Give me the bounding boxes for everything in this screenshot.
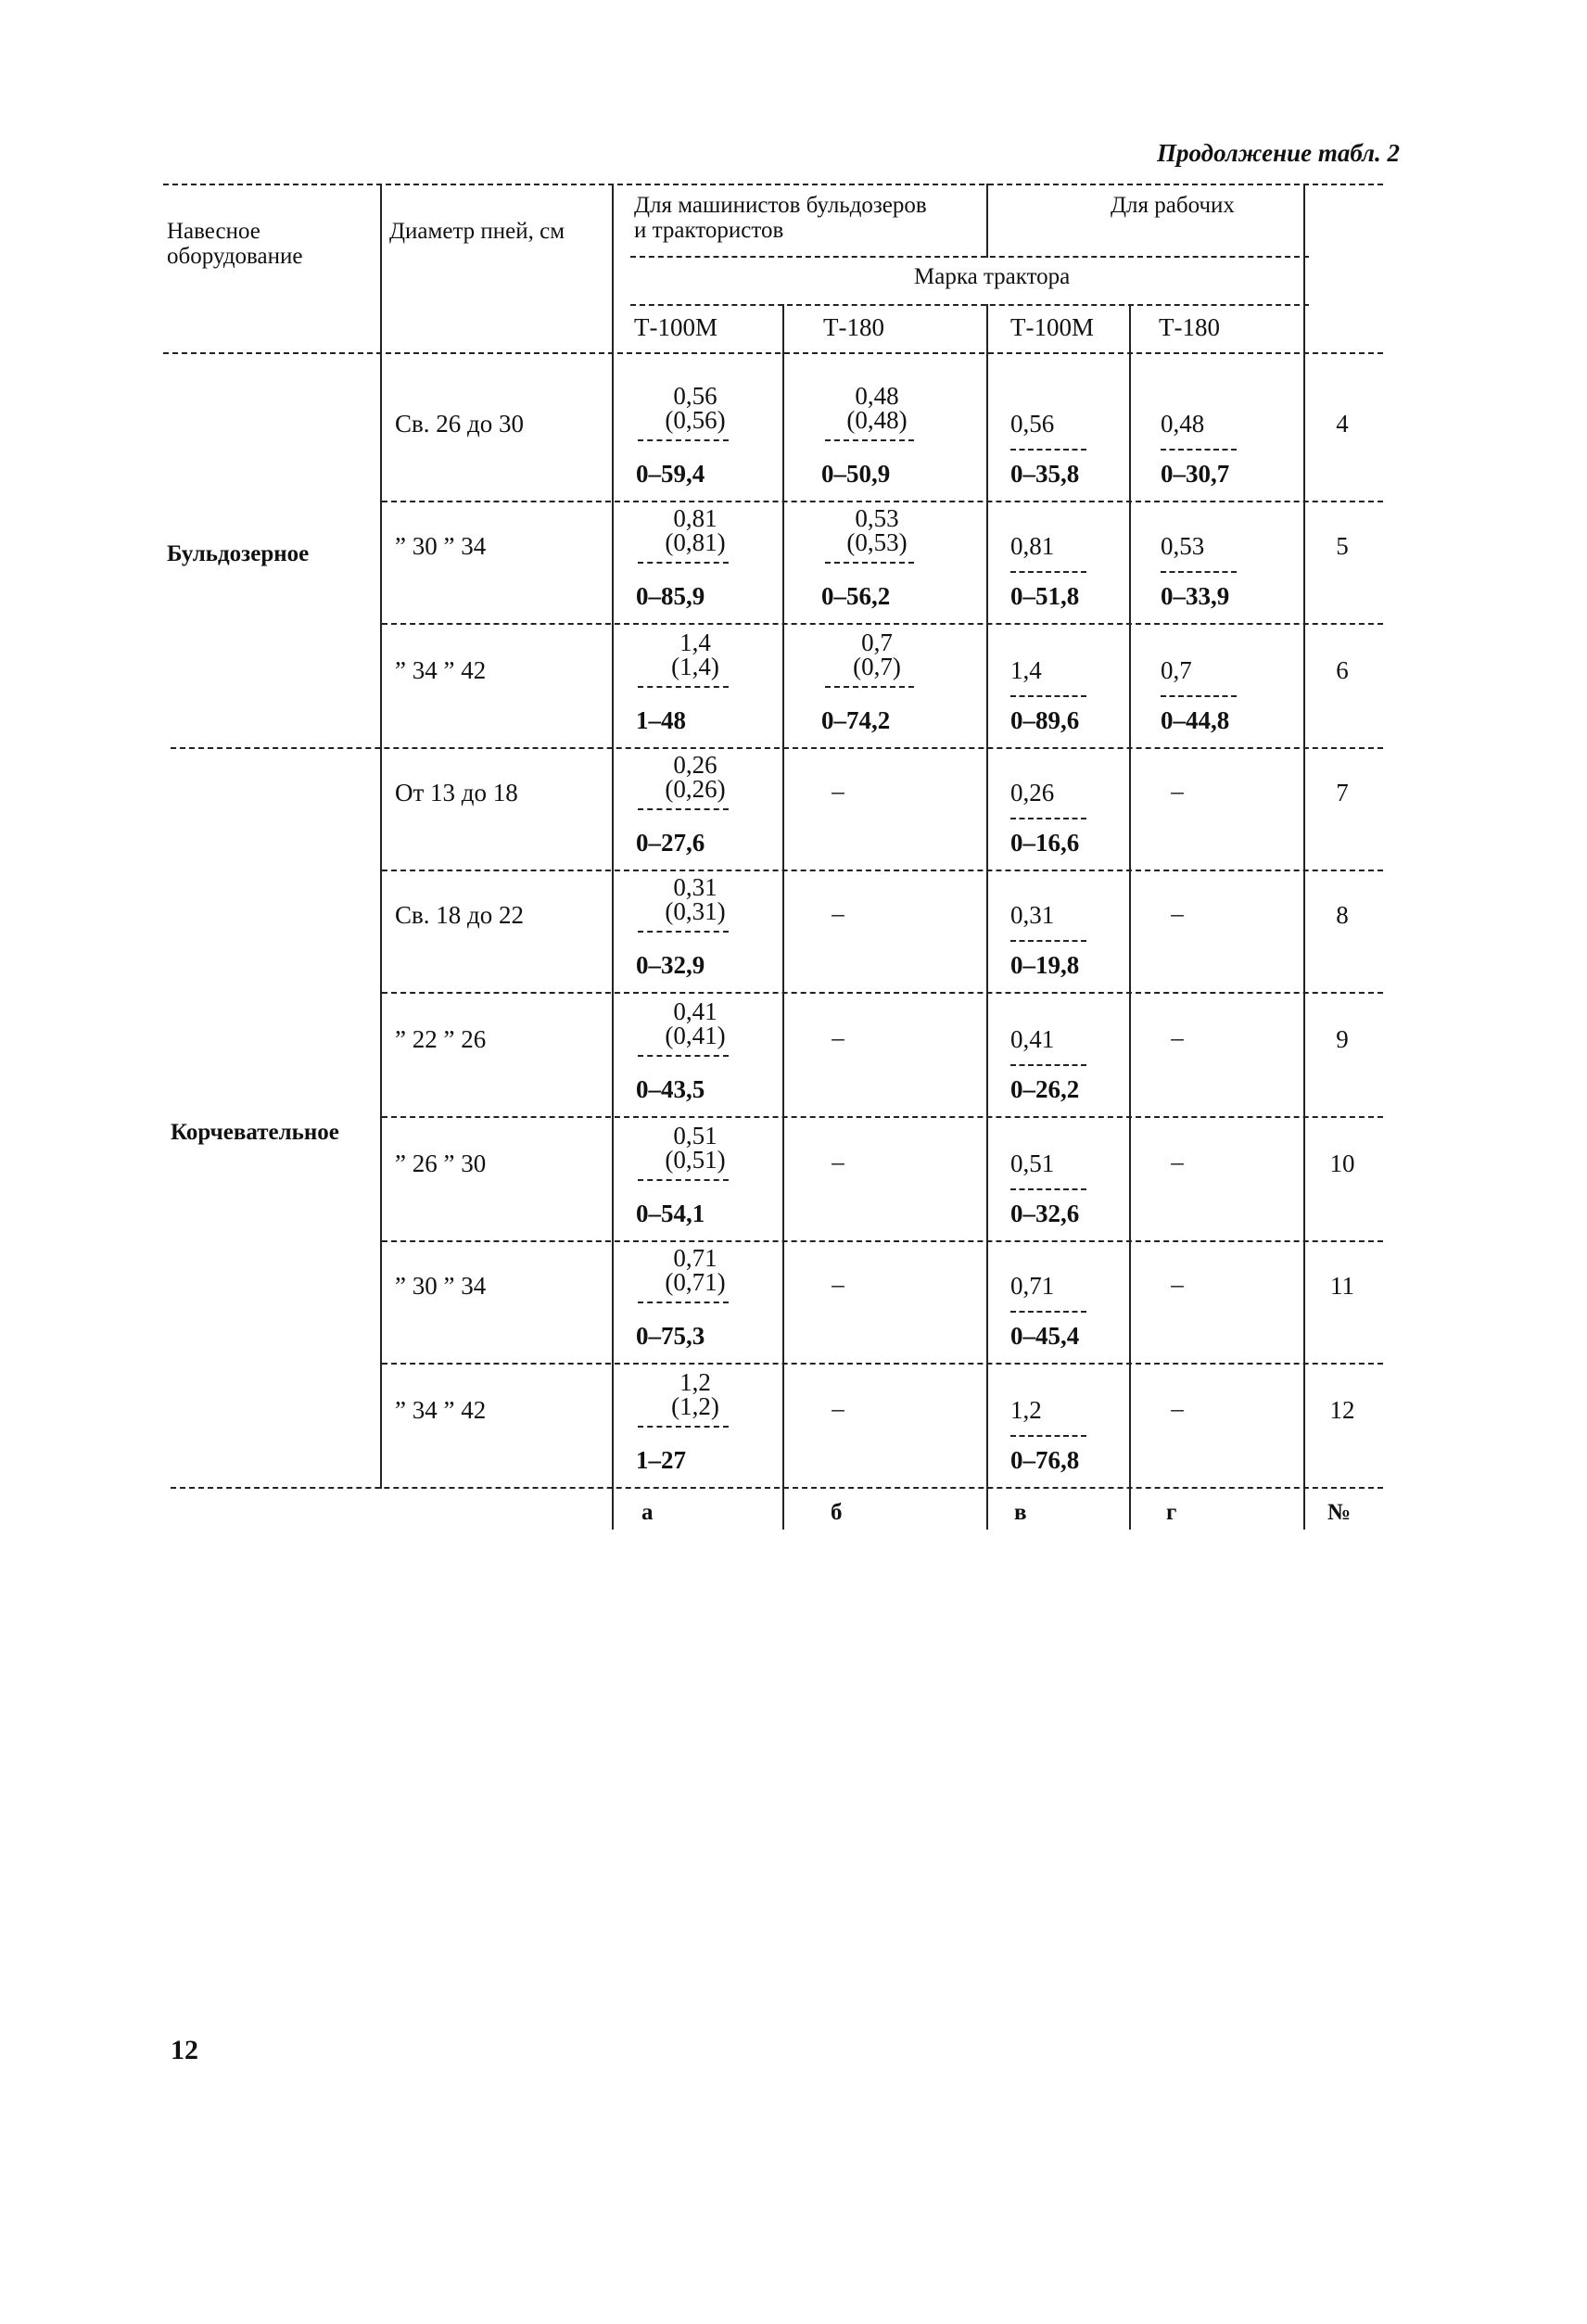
- rule-v-g: [1129, 304, 1131, 1530]
- row-number: 8: [1336, 901, 1349, 929]
- row-g-dash: –: [1171, 1270, 1184, 1298]
- row-a-divider: [638, 1179, 729, 1181]
- rule-cols-top: [630, 304, 1309, 306]
- row-a-mid: (0,56): [665, 406, 726, 434]
- row-b-dash: –: [832, 1270, 844, 1298]
- row-g-dash: –: [1171, 1394, 1184, 1422]
- row-number: 7: [1336, 779, 1349, 806]
- row-b-mid: (0,7): [853, 653, 901, 680]
- header-machinists: [634, 193, 927, 243]
- row-v-top: 0,26: [1010, 779, 1055, 806]
- row-b-dash: –: [832, 1148, 844, 1175]
- row-g-dash: –: [1171, 777, 1184, 805]
- header-equipment: [167, 219, 302, 269]
- row-diameter: ” 34 ” 42: [395, 1396, 487, 1424]
- row-a-divider: [638, 686, 729, 688]
- row-v-bottom: 0–32,6: [1010, 1200, 1080, 1227]
- rule-group: [171, 747, 1383, 749]
- row-a-mid: (0,51): [665, 1146, 726, 1174]
- row-v-top: 0,41: [1010, 1025, 1055, 1053]
- rule-v-no: [1303, 184, 1305, 1530]
- header-col-a: Т-100М: [634, 313, 717, 341]
- row-v-bottom: 0–51,8: [1010, 582, 1080, 610]
- row-a-mid: (1,4): [671, 653, 719, 680]
- row-b-dash: –: [832, 1394, 844, 1422]
- header-col-g: Т-180: [1159, 313, 1220, 341]
- row-a-top: 0,51: [673, 1122, 717, 1149]
- footer-col-b: б: [831, 1500, 843, 1525]
- row-v-top: 0,81: [1010, 532, 1055, 560]
- row-b-bottom: 0–56,2: [821, 582, 891, 610]
- row-b-dash: –: [832, 899, 844, 927]
- row-v-top: 0,31: [1010, 901, 1055, 929]
- rule-header-bottom: [163, 352, 1383, 354]
- header-machinists-line2: и трактористов: [634, 218, 784, 243]
- row-v-top: 1,4: [1010, 656, 1042, 684]
- row-g-top: 0,48: [1161, 410, 1205, 438]
- row-a-bottom: 1–48: [636, 706, 686, 734]
- row-a-divider: [638, 1055, 729, 1057]
- row-v-bottom: 0–45,4: [1010, 1322, 1080, 1350]
- row-a-top: 0,26: [673, 751, 717, 779]
- row-g-divider: [1161, 571, 1237, 573]
- rule-brand-top: [630, 256, 1309, 258]
- row-v-top: 0,71: [1010, 1272, 1055, 1300]
- row-diameter: ” 34 ” 42: [395, 656, 487, 684]
- row-a-top: 0,31: [673, 873, 717, 901]
- row-b-bottom: 0–50,9: [821, 460, 891, 488]
- row-v-bottom: 0–76,8: [1010, 1446, 1080, 1474]
- row-number: 6: [1336, 656, 1349, 684]
- header-col-b: Т-180: [823, 313, 884, 341]
- row-a-bottom: 0–59,4: [636, 460, 705, 488]
- row-diameter: Св. 26 до 30: [395, 410, 524, 438]
- rule-v-diam: [380, 184, 382, 1489]
- row-a-divider: [638, 808, 729, 810]
- row-a-mid: (1,2): [671, 1392, 719, 1420]
- row-number: 12: [1329, 1396, 1355, 1424]
- table-continuation-caption: Продолжение табл. 2: [1157, 139, 1400, 167]
- footer-col-g: г: [1166, 1500, 1177, 1525]
- row-diameter: ” 26 ” 30: [395, 1149, 487, 1177]
- row-v-divider: [1010, 1311, 1086, 1313]
- row-a-bottom: 0–43,5: [636, 1075, 705, 1103]
- rule-row-5: [382, 623, 1383, 625]
- row-g-bottom: 0–30,7: [1161, 460, 1230, 488]
- row-g-top: 0,53: [1161, 532, 1205, 560]
- row-g-dash: –: [1171, 899, 1184, 927]
- rule-v-a: [612, 184, 614, 1530]
- header-equipment-line2: оборудование: [167, 244, 303, 269]
- row-a-bottom: 1–27: [636, 1446, 686, 1474]
- row-a-divider: [638, 1426, 729, 1428]
- row-v-divider: [1010, 818, 1086, 819]
- row-a-top: 1,4: [679, 629, 711, 656]
- row-b-mid: (0,48): [846, 406, 908, 434]
- rule-top: [163, 184, 1383, 185]
- row-b-divider: [825, 562, 914, 564]
- row-v-divider: [1010, 571, 1086, 573]
- rule-row-9: [382, 1116, 1383, 1118]
- row-a-mid: (0,26): [665, 775, 726, 803]
- row-v-divider: [1010, 695, 1086, 697]
- row-g-top: 0,7: [1161, 656, 1192, 684]
- group-bulldozer: Бульдозерное: [167, 541, 310, 566]
- row-v-divider: [1010, 449, 1086, 451]
- row-a-bottom: 0–54,1: [636, 1200, 705, 1227]
- row-g-dash: –: [1171, 1148, 1184, 1175]
- row-v-divider: [1010, 1188, 1086, 1190]
- rule-row-10: [382, 1240, 1383, 1242]
- row-b-top: 0,53: [855, 504, 899, 532]
- row-b-divider: [825, 439, 914, 441]
- row-diameter: ” 30 ” 34: [395, 1272, 487, 1300]
- row-a-top: 0,81: [673, 504, 717, 532]
- row-v-bottom: 0–89,6: [1010, 706, 1080, 734]
- header-brand: Марка трактора: [914, 264, 1071, 289]
- row-a-top: 0,71: [673, 1244, 717, 1272]
- row-a-bottom: 0–85,9: [636, 582, 705, 610]
- footer-col-no: №: [1327, 1500, 1352, 1525]
- row-b-top: 0,7: [861, 629, 893, 656]
- row-v-divider: [1010, 1064, 1086, 1066]
- row-number: 10: [1329, 1149, 1355, 1177]
- header-workers: Для рабочих: [1111, 193, 1235, 218]
- rule-row-11: [382, 1363, 1383, 1365]
- row-number: 9: [1336, 1025, 1349, 1053]
- row-a-top: 0,41: [673, 997, 717, 1025]
- row-v-top: 0,56: [1010, 410, 1055, 438]
- rule-v-v2: [986, 304, 988, 1530]
- row-g-dash: –: [1171, 1023, 1184, 1051]
- row-a-divider: [638, 562, 729, 564]
- row-g-bottom: 0–33,9: [1161, 582, 1230, 610]
- row-b-top: 0,48: [855, 382, 899, 410]
- row-a-bottom: 0–75,3: [636, 1322, 705, 1350]
- row-g-divider: [1161, 695, 1237, 697]
- row-b-divider: [825, 686, 914, 688]
- header-col-v: Т-100М: [1010, 313, 1094, 341]
- row-b-dash: –: [832, 1023, 844, 1051]
- row-a-mid: (0,41): [665, 1022, 726, 1049]
- row-a-top: 1,2: [679, 1368, 711, 1396]
- row-v-top: 1,2: [1010, 1396, 1042, 1424]
- row-v-bottom: 0–35,8: [1010, 460, 1080, 488]
- row-a-mid: (0,71): [665, 1268, 726, 1296]
- rule-row-4: [382, 501, 1383, 502]
- row-v-top: 0,51: [1010, 1149, 1055, 1177]
- row-number: 11: [1330, 1272, 1354, 1300]
- row-b-mid: (0,53): [846, 528, 908, 556]
- row-diameter: Св. 18 до 22: [395, 901, 524, 929]
- row-v-divider: [1010, 1435, 1086, 1437]
- row-diameter: ” 22 ” 26: [395, 1025, 487, 1053]
- row-b-bottom: 0–74,2: [821, 706, 891, 734]
- row-a-divider: [638, 439, 729, 441]
- row-number: 4: [1336, 410, 1349, 438]
- row-v-bottom: 0–19,8: [1010, 951, 1080, 979]
- row-diameter: От 13 до 18: [395, 779, 518, 806]
- row-a-bottom: 0–27,6: [636, 829, 705, 857]
- row-b-dash: –: [832, 777, 844, 805]
- rule-v-b: [782, 304, 784, 1530]
- page-number: 12: [171, 2035, 198, 2065]
- header-machinists-line1: Для машинистов бульдозеров: [634, 193, 927, 218]
- row-a-divider: [638, 1302, 729, 1303]
- row-g-divider: [1161, 449, 1237, 451]
- row-v-bottom: 0–16,6: [1010, 829, 1080, 857]
- row-a-bottom: 0–32,9: [636, 951, 705, 979]
- row-v-bottom: 0–26,2: [1010, 1075, 1080, 1103]
- header-diameter: Диаметр пней, см: [389, 219, 565, 244]
- row-number: 5: [1336, 532, 1349, 560]
- row-g-bottom: 0–44,8: [1161, 706, 1230, 734]
- rule-v-v: [986, 184, 988, 258]
- row-diameter: ” 30 ” 34: [395, 532, 487, 560]
- row-a-divider: [638, 931, 729, 933]
- row-a-mid: (0,81): [665, 528, 726, 556]
- rule-row-7: [382, 870, 1383, 871]
- row-a-mid: (0,31): [665, 897, 726, 925]
- group-uprooter: Корчевательное: [171, 1120, 339, 1145]
- row-a-top: 0,56: [673, 382, 717, 410]
- rule-bottom: [171, 1487, 1383, 1489]
- header-equipment-line1: Навесное: [167, 219, 260, 244]
- footer-col-a: а: [641, 1500, 654, 1525]
- footer-col-v: в: [1014, 1500, 1027, 1525]
- rule-row-8: [382, 992, 1383, 994]
- row-v-divider: [1010, 940, 1086, 942]
